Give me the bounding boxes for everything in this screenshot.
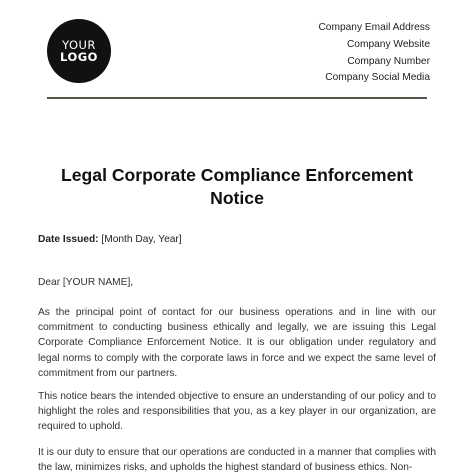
body-paragraph-1: As the principal point of contact for our business operations and in line with our commitment to conducting business ethically and legally, we are issuing this Legal Corporate Compliance Enforcement Notice. It is our obligation under regulatory and legal norms to comply with the corporate laws in force and we expect the same level of commitment from our partners. [38,307,436,379]
date-issued-label: Date Issued: [38,234,99,245]
logo-text-line2: LOGO [60,50,98,64]
contact-block [318,20,430,87]
body-paragraph-2: This notice bears the intended objective to ensure an understanding of our policy and to highlight the roles and responsibilities that you, as a key player in our organization, are required to uphold. [38,391,436,433]
body-paragraph-3: It is our duty to ensure that our operations are conducted in a manner that complies with the law, minimizes risks, and upholds the highest standard of business ethics. Non- [38,447,436,474]
title-line-2: Notice [210,188,264,208]
salutation: Dear [YOUR NAME], [38,277,134,288]
header-divider [47,97,427,99]
company-email: Company Email Address [318,22,430,33]
company-number: Company Number [347,55,430,67]
date-issued [38,234,182,245]
date-issued-value: [Month Day, Year] [98,234,182,245]
title-line-1: Legal Corporate Compliance Enforcement [61,165,413,185]
company-social-media: Company Social Media [325,72,430,84]
document-title [30,164,444,210]
logo-text-line1: YOUR [62,37,96,52]
company-logo [47,19,111,83]
company-website: Company Website [346,38,430,50]
